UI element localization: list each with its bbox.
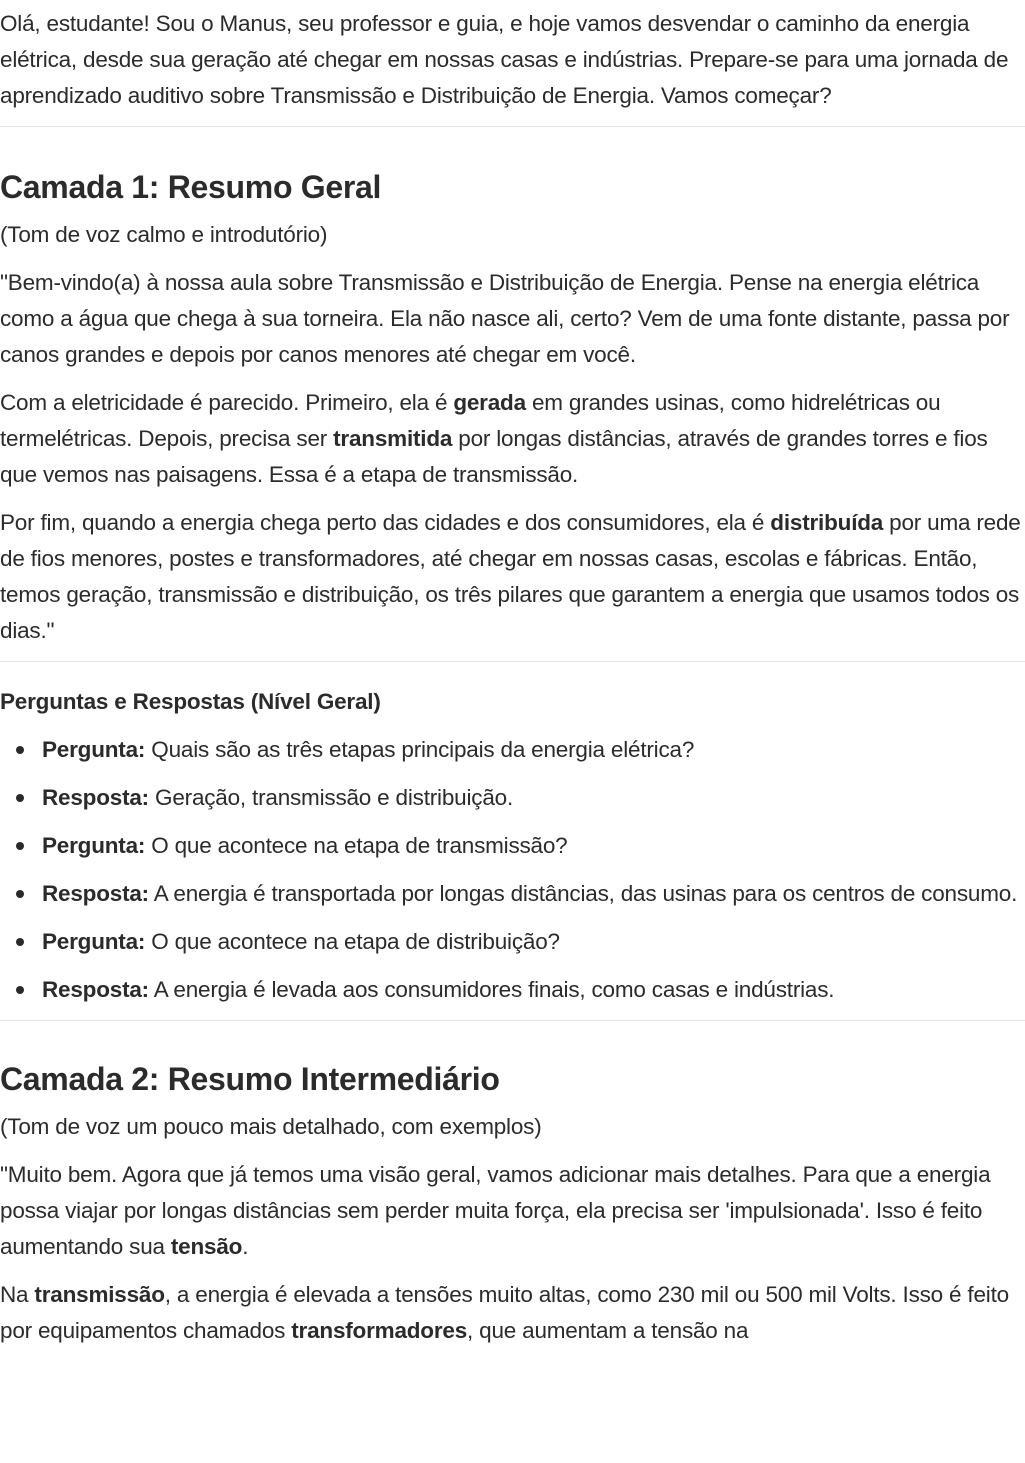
qa-label: Pergunta: xyxy=(42,929,146,954)
qa-label: Resposta: xyxy=(42,785,149,810)
qa-text: O que acontece na etapa de transmissão? xyxy=(145,833,568,858)
divider xyxy=(0,661,1025,662)
bullet-icon xyxy=(16,938,24,946)
text-segment: Na xyxy=(0,1282,35,1307)
layer1-tone: (Tom de voz calmo e introdutório) xyxy=(0,222,328,247)
bold-term-transformadores: transformadores xyxy=(291,1318,468,1343)
qa-text: A energia é levada aos consumidores finais, como casas e indústrias. xyxy=(148,977,835,1002)
qa-label: Pergunta: xyxy=(42,833,146,858)
list-item xyxy=(0,972,1025,1008)
text-segment: por longas distâncias, através de grandes torres e fios que vemos nas paisagens. Essa é a etapa de transmissão. xyxy=(0,426,988,487)
divider xyxy=(0,126,1025,127)
text-segment: Com a eletricidade é parecido. Primeiro, ela é xyxy=(0,390,454,415)
text-segment: por uma rede de fios menores, postes e transformadores, até chegar em nossas casas, escolas e fábricas. Então, temos geração, transmissão e distribuição, os três pilares que garantem a energia que usamos todos os dias." xyxy=(0,510,1021,643)
layer1-paragraph-1: "Bem-vindo(a) à nossa aula sobre Transmissão e Distribuição de Energia. Pense na energia elétrica como a água que chega à sua torneira. Ela não nasce ali, certo? Vem de uma fonte distante, passa por canos grandes e depois por canos menores até chegar em você. xyxy=(0,270,1010,367)
layer1-title: Camada 1: Resumo Geral xyxy=(0,169,382,205)
qa-text: O que acontece na etapa de distribuição? xyxy=(145,929,560,954)
qa-text: Geração, transmissão e distribuição. xyxy=(148,785,513,810)
bold-term-tensao: tensão xyxy=(170,1234,243,1259)
text-segment: Por fim, quando a energia chega perto das cidades e dos consumidores, ela é xyxy=(0,510,771,535)
qa-text: A energia é transportada por longas distâncias, das usinas para os centros de consumo. xyxy=(148,881,1018,906)
qa-label: Resposta: xyxy=(42,881,149,906)
layer2-paragraph-2 xyxy=(0,1277,1025,1349)
text-segment: . xyxy=(242,1234,249,1259)
list-item xyxy=(0,876,1025,912)
layer2-title: Camada 2: Resumo Intermediário xyxy=(0,1061,500,1097)
qa-label: Pergunta: xyxy=(42,737,146,762)
text-segment: "Muito bem. Agora que já temos uma visão geral, vamos adicionar mais detalhes. Para que a energia possa viajar por longas distâncias sem perder muita força, ela precisa ser 'impulsionada'. Isso é feito aumentando sua xyxy=(0,1162,991,1259)
qa-label: Resposta: xyxy=(42,977,149,1002)
list-item xyxy=(0,924,1025,960)
text-segment: , a energia é elevada a tensões muito altas, como 230 mil ou 500 mil Volts. Isso é feito por equipamentos chamados xyxy=(0,1282,1009,1343)
list-item xyxy=(0,828,1025,864)
bold-term-transmitida: transmitida xyxy=(333,426,453,451)
qa-list xyxy=(0,732,1025,1008)
bold-term-transmissao: transmissão xyxy=(34,1282,165,1307)
divider xyxy=(0,1020,1025,1021)
bullet-icon xyxy=(16,842,24,850)
text-segment: em grandes usinas, como hidrelétricas ou termelétricas. Depois, precisa ser xyxy=(0,390,941,451)
layer1-paragraph-3 xyxy=(0,505,1025,649)
bullet-icon xyxy=(16,890,24,898)
bullet-icon xyxy=(16,746,24,754)
qa-title: Perguntas e Respostas (Nível Geral) xyxy=(0,689,381,714)
bold-term-gerada: gerada xyxy=(453,390,526,415)
layer2-tone: (Tom de voz um pouco mais detalhado, com exemplos) xyxy=(0,1114,542,1139)
bold-term-distribuida: distribuída xyxy=(770,510,884,535)
list-item xyxy=(0,732,1025,768)
layer1-paragraph-2 xyxy=(0,385,1025,493)
bullet-icon xyxy=(16,986,24,994)
list-item xyxy=(0,780,1025,816)
bullet-icon xyxy=(16,794,24,802)
layer2-paragraph-1 xyxy=(0,1157,1025,1265)
qa-text: Quais são as três etapas principais da energia elétrica? xyxy=(145,737,695,762)
intro-paragraph: Olá, estudante! Sou o Manus, seu professor e guia, e hoje vamos desvendar o caminho da energia elétrica, desde sua geração até chegar em nossas casas e indústrias. Prepare-se para uma jornada de aprendizado auditivo sobre Transmissão e Distribuição de Energia. Vamos começar? xyxy=(0,11,1009,108)
text-segment: , que aumentam a tensão na xyxy=(467,1318,749,1343)
